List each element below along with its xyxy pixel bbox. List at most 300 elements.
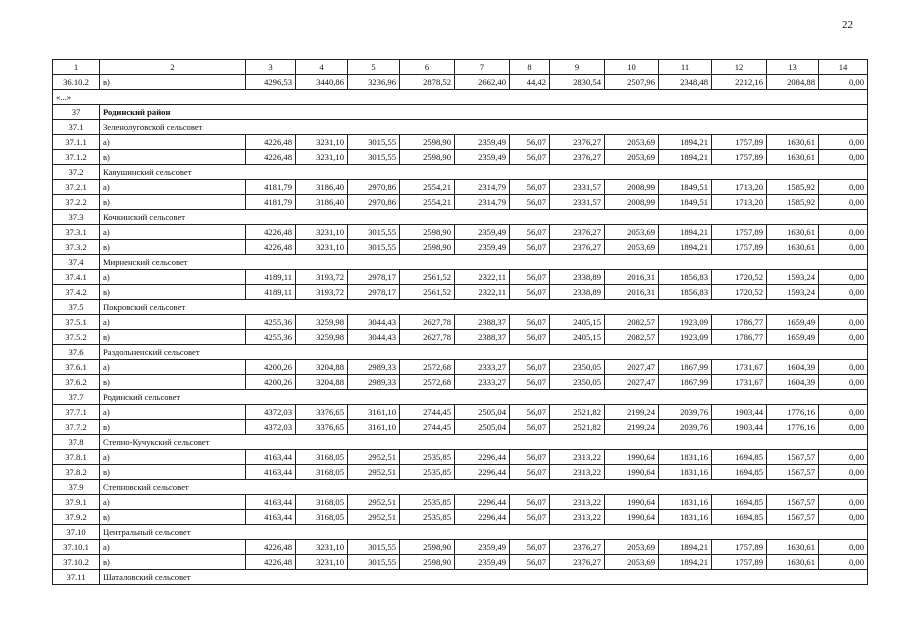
value-cell: 2376,27 <box>550 150 605 165</box>
value-cell: 1604,39 <box>767 360 819 375</box>
value-cell: 1757,89 <box>712 240 767 255</box>
value-cell: 2338,89 <box>550 285 605 300</box>
value-cell: 1694,85 <box>712 465 767 480</box>
section-row <box>53 165 868 180</box>
row-subitem: в) <box>100 240 246 255</box>
value-cell: 3231,10 <box>296 555 348 570</box>
row-subitem: а) <box>100 225 246 240</box>
value-cell: 1903,44 <box>712 405 767 420</box>
value-cell: 4163,44 <box>246 465 296 480</box>
row-index: 37.10.1 <box>53 540 100 555</box>
value-cell: 56,07 <box>510 510 550 525</box>
value-cell: 0,00 <box>819 420 868 435</box>
row-subitem: в) <box>100 555 246 570</box>
section-row <box>53 210 868 225</box>
value-cell: 2053,69 <box>605 135 659 150</box>
row-index: 37.8.2 <box>53 465 100 480</box>
council-title: Мирненский сельсовет <box>100 255 868 270</box>
omission-mark: «...» <box>53 90 868 105</box>
value-cell: 1990,64 <box>605 450 659 465</box>
section-index: 37.10 <box>53 525 100 540</box>
value-cell: 1856,83 <box>659 285 712 300</box>
row-subitem: в) <box>100 420 246 435</box>
value-cell: 0,00 <box>819 405 868 420</box>
header-cell: 8 <box>510 60 550 75</box>
table-row <box>53 420 868 435</box>
row-subitem: в) <box>100 75 246 90</box>
value-cell: 2359,49 <box>455 225 510 240</box>
value-cell: 2359,49 <box>455 540 510 555</box>
row-index: 37.3.2 <box>53 240 100 255</box>
omission-row <box>53 90 868 105</box>
value-cell: 2744,45 <box>400 420 455 435</box>
value-cell: 0,00 <box>819 195 868 210</box>
value-cell: 4163,44 <box>246 495 296 510</box>
council-title: Покровский сельсовет <box>100 300 868 315</box>
value-cell: 0,00 <box>819 225 868 240</box>
value-cell: 0,00 <box>819 315 868 330</box>
value-cell: 2405,15 <box>550 315 605 330</box>
section-index: 37.7 <box>53 390 100 405</box>
section-index: 37.9 <box>53 480 100 495</box>
value-cell: 56,07 <box>510 150 550 165</box>
section-index: 37.8 <box>53 435 100 450</box>
value-cell: 56,07 <box>510 465 550 480</box>
value-cell: 3259,98 <box>296 330 348 345</box>
value-cell: 2322,11 <box>455 285 510 300</box>
section-row <box>53 105 868 120</box>
value-cell: 1903,44 <box>712 420 767 435</box>
value-cell: 1856,83 <box>659 270 712 285</box>
row-index: 37.7.1 <box>53 405 100 420</box>
section-row <box>53 255 868 270</box>
value-cell: 56,07 <box>510 135 550 150</box>
value-cell: 2952,51 <box>348 465 400 480</box>
value-cell: 2296,44 <box>455 510 510 525</box>
value-cell: 1894,21 <box>659 555 712 570</box>
value-cell: 4189,11 <box>246 285 296 300</box>
value-cell: 2989,33 <box>348 375 400 390</box>
row-subitem: в) <box>100 375 246 390</box>
value-cell: 4200,26 <box>246 360 296 375</box>
value-cell: 3231,10 <box>296 540 348 555</box>
row-index: 37.10.2 <box>53 555 100 570</box>
value-cell: 2016,31 <box>605 270 659 285</box>
value-cell: 0,00 <box>819 135 868 150</box>
table-row <box>53 285 868 300</box>
value-cell: 2535,85 <box>400 510 455 525</box>
value-cell: 2338,89 <box>550 270 605 285</box>
row-index: 37.5.1 <box>53 315 100 330</box>
value-cell: 1849,51 <box>659 180 712 195</box>
row-index: 37.1.1 <box>53 135 100 150</box>
value-cell: 2314,79 <box>455 180 510 195</box>
row-index: 37.1.2 <box>53 150 100 165</box>
header-cell: 4 <box>296 60 348 75</box>
value-cell: 2598,90 <box>400 555 455 570</box>
value-cell: 2561,52 <box>400 285 455 300</box>
row-index: 37.6.1 <box>53 360 100 375</box>
value-cell: 1831,16 <box>659 465 712 480</box>
value-cell: 1894,21 <box>659 540 712 555</box>
value-cell: 3015,55 <box>348 225 400 240</box>
value-cell: 2744,45 <box>400 405 455 420</box>
value-cell: 56,07 <box>510 285 550 300</box>
value-cell: 0,00 <box>819 180 868 195</box>
value-cell: 2314,79 <box>455 195 510 210</box>
council-title: Каяушинский сельсовет <box>100 165 868 180</box>
value-cell: 3168,05 <box>296 465 348 480</box>
row-index: 37.2.1 <box>53 180 100 195</box>
value-cell: 2598,90 <box>400 135 455 150</box>
value-cell: 2572,68 <box>400 360 455 375</box>
value-cell: 0,00 <box>819 555 868 570</box>
value-cell: 1593,24 <box>767 285 819 300</box>
value-cell: 2053,69 <box>605 225 659 240</box>
value-cell: 1567,57 <box>767 495 819 510</box>
value-cell: 3376,65 <box>296 420 348 435</box>
value-cell: 2521,82 <box>550 405 605 420</box>
value-cell: 2507,96 <box>605 75 659 90</box>
row-index: 36.10.2 <box>53 75 100 90</box>
value-cell: 1630,61 <box>767 225 819 240</box>
value-cell: 1630,61 <box>767 135 819 150</box>
section-row <box>53 300 868 315</box>
header-cell: 12 <box>712 60 767 75</box>
value-cell: 2082,57 <box>605 315 659 330</box>
row-subitem: а) <box>100 270 246 285</box>
value-cell: 3204,88 <box>296 360 348 375</box>
section-index: 37.11 <box>53 570 100 585</box>
row-subitem: а) <box>100 315 246 330</box>
value-cell: 1630,61 <box>767 555 819 570</box>
value-cell: 2039,76 <box>659 420 712 435</box>
value-cell: 56,07 <box>510 495 550 510</box>
row-subitem: а) <box>100 540 246 555</box>
value-cell: 0,00 <box>819 330 868 345</box>
table-row <box>53 240 868 255</box>
value-cell: 3231,10 <box>296 225 348 240</box>
value-cell: 2359,49 <box>455 240 510 255</box>
value-cell: 3015,55 <box>348 540 400 555</box>
table-row <box>53 360 868 375</box>
value-cell: 3168,05 <box>296 450 348 465</box>
value-cell: 2331,57 <box>550 180 605 195</box>
row-index: 37.3.1 <box>53 225 100 240</box>
value-cell: 1585,92 <box>767 180 819 195</box>
value-cell: 0,00 <box>819 75 868 90</box>
value-cell: 2348,48 <box>659 75 712 90</box>
value-cell: 2970,86 <box>348 195 400 210</box>
row-index: 37.2.2 <box>53 195 100 210</box>
row-subitem: в) <box>100 195 246 210</box>
value-cell: 1786,77 <box>712 315 767 330</box>
value-cell: 3044,43 <box>348 330 400 345</box>
value-cell: 1894,21 <box>659 135 712 150</box>
value-cell: 2296,44 <box>455 465 510 480</box>
value-cell: 2662,40 <box>455 75 510 90</box>
value-cell: 56,07 <box>510 450 550 465</box>
value-cell: 2313,22 <box>550 510 605 525</box>
value-cell: 2598,90 <box>400 150 455 165</box>
table-row <box>53 495 868 510</box>
row-index: 37.6.2 <box>53 375 100 390</box>
value-cell: 4255,36 <box>246 315 296 330</box>
value-cell: 2359,49 <box>455 150 510 165</box>
value-cell: 56,07 <box>510 405 550 420</box>
value-cell: 1894,21 <box>659 150 712 165</box>
value-cell: 2053,69 <box>605 555 659 570</box>
value-cell: 2039,76 <box>659 405 712 420</box>
value-cell: 3259,98 <box>296 315 348 330</box>
value-cell: 2554,21 <box>400 180 455 195</box>
value-cell: 2535,85 <box>400 465 455 480</box>
value-cell: 1990,64 <box>605 465 659 480</box>
row-subitem: а) <box>100 360 246 375</box>
section-row <box>53 390 868 405</box>
value-cell: 2598,90 <box>400 540 455 555</box>
section-index: 37.3 <box>53 210 100 225</box>
value-cell: 3236,96 <box>348 75 400 90</box>
value-cell: 4255,36 <box>246 330 296 345</box>
value-cell: 2505,04 <box>455 420 510 435</box>
value-cell: 1585,92 <box>767 195 819 210</box>
value-cell: 1694,85 <box>712 495 767 510</box>
value-cell: 1720,52 <box>712 270 767 285</box>
value-cell: 3186,40 <box>296 195 348 210</box>
row-subitem: а) <box>100 495 246 510</box>
value-cell: 2376,27 <box>550 135 605 150</box>
page-number: 22 <box>842 19 853 31</box>
value-cell: 2084,88 <box>767 75 819 90</box>
value-cell: 2331,57 <box>550 195 605 210</box>
value-cell: 1867,99 <box>659 375 712 390</box>
value-cell: 1713,20 <box>712 195 767 210</box>
value-cell: 1593,24 <box>767 270 819 285</box>
value-cell: 4181,79 <box>246 195 296 210</box>
value-cell: 3161,10 <box>348 420 400 435</box>
table-row <box>53 450 868 465</box>
tariff-table <box>52 59 868 585</box>
value-cell: 2376,27 <box>550 540 605 555</box>
value-cell: 1757,89 <box>712 135 767 150</box>
value-cell: 56,07 <box>510 420 550 435</box>
value-cell: 2199,24 <box>605 405 659 420</box>
value-cell: 56,07 <box>510 225 550 240</box>
value-cell: 2313,22 <box>550 450 605 465</box>
header-cell: 14 <box>819 60 868 75</box>
header-cell: 10 <box>605 60 659 75</box>
value-cell: 1694,85 <box>712 510 767 525</box>
value-cell: 1694,85 <box>712 450 767 465</box>
value-cell: 1831,16 <box>659 495 712 510</box>
value-cell: 2388,37 <box>455 330 510 345</box>
section-row <box>53 120 868 135</box>
row-index: 37.7.2 <box>53 420 100 435</box>
value-cell: 1776,16 <box>767 405 819 420</box>
value-cell: 1630,61 <box>767 150 819 165</box>
value-cell: 1713,20 <box>712 180 767 195</box>
value-cell: 2027,47 <box>605 375 659 390</box>
council-title: Кочкинский сельсовет <box>100 210 868 225</box>
section-index: 37.6 <box>53 345 100 360</box>
value-cell: 3231,10 <box>296 135 348 150</box>
value-cell: 0,00 <box>819 465 868 480</box>
value-cell: 2521,82 <box>550 420 605 435</box>
section-index: 37.2 <box>53 165 100 180</box>
header-cell: 5 <box>348 60 400 75</box>
council-title: Родинский сельсовет <box>100 390 868 405</box>
table-row <box>53 315 868 330</box>
header-cell: 1 <box>53 60 100 75</box>
value-cell: 2598,90 <box>400 225 455 240</box>
value-cell: 4372,03 <box>246 420 296 435</box>
value-cell: 2376,27 <box>550 240 605 255</box>
row-subitem: в) <box>100 150 246 165</box>
value-cell: 1731,67 <box>712 375 767 390</box>
value-cell: 3015,55 <box>348 135 400 150</box>
header-cell: 7 <box>455 60 510 75</box>
row-subitem: в) <box>100 510 246 525</box>
table-row <box>53 180 868 195</box>
table-row <box>53 555 868 570</box>
section-row <box>53 435 868 450</box>
row-index: 37.4.2 <box>53 285 100 300</box>
value-cell: 1731,67 <box>712 360 767 375</box>
value-cell: 1923,09 <box>659 330 712 345</box>
value-cell: 1757,89 <box>712 540 767 555</box>
value-cell: 4163,44 <box>246 510 296 525</box>
value-cell: 56,07 <box>510 180 550 195</box>
value-cell: 0,00 <box>819 540 868 555</box>
table-row <box>53 540 868 555</box>
table-body <box>53 75 868 585</box>
value-cell: 2212,16 <box>712 75 767 90</box>
value-cell: 2008,99 <box>605 195 659 210</box>
table-row <box>53 225 868 240</box>
row-subitem: а) <box>100 180 246 195</box>
value-cell: 3168,05 <box>296 510 348 525</box>
row-subitem: а) <box>100 135 246 150</box>
value-cell: 4372,03 <box>246 405 296 420</box>
value-cell: 1567,57 <box>767 465 819 480</box>
value-cell: 2535,85 <box>400 450 455 465</box>
value-cell: 4226,48 <box>246 135 296 150</box>
value-cell: 2505,04 <box>455 405 510 420</box>
value-cell: 1757,89 <box>712 150 767 165</box>
value-cell: 2359,49 <box>455 135 510 150</box>
value-cell: 2333,27 <box>455 360 510 375</box>
value-cell: 3440,86 <box>296 75 348 90</box>
value-cell: 1567,57 <box>767 450 819 465</box>
value-cell: 1894,21 <box>659 240 712 255</box>
council-title: Центральный сельсовет <box>100 525 868 540</box>
value-cell: 4296,53 <box>246 75 296 90</box>
section-index: 37 <box>53 105 100 120</box>
value-cell: 0,00 <box>819 270 868 285</box>
header-cell: 3 <box>246 60 296 75</box>
row-index: 37.4.1 <box>53 270 100 285</box>
value-cell: 4189,11 <box>246 270 296 285</box>
value-cell: 56,07 <box>510 315 550 330</box>
header-cell: 2 <box>100 60 246 75</box>
section-row <box>53 570 868 585</box>
value-cell: 3231,10 <box>296 240 348 255</box>
council-title: Зеленолуговской сельсовет <box>100 120 868 135</box>
value-cell: 1867,99 <box>659 360 712 375</box>
value-cell: 2350,05 <box>550 375 605 390</box>
value-cell: 1831,16 <box>659 450 712 465</box>
value-cell: 2554,21 <box>400 195 455 210</box>
value-cell: 1567,57 <box>767 510 819 525</box>
value-cell: 2388,37 <box>455 315 510 330</box>
council-title: Степновский сельсовет <box>100 480 868 495</box>
section-row <box>53 345 868 360</box>
row-index: 37.8.1 <box>53 450 100 465</box>
value-cell: 2053,69 <box>605 540 659 555</box>
table-row <box>53 75 868 90</box>
value-cell: 2978,17 <box>348 270 400 285</box>
value-cell: 2572,68 <box>400 375 455 390</box>
value-cell: 3204,88 <box>296 375 348 390</box>
value-cell: 4163,44 <box>246 450 296 465</box>
value-cell: 2830,54 <box>550 75 605 90</box>
value-cell: 2989,33 <box>348 360 400 375</box>
value-cell: 2970,86 <box>348 180 400 195</box>
value-cell: 2053,69 <box>605 240 659 255</box>
header-cell: 13 <box>767 60 819 75</box>
value-cell: 4226,48 <box>246 555 296 570</box>
table-row <box>53 270 868 285</box>
value-cell: 1923,09 <box>659 315 712 330</box>
value-cell: 2199,24 <box>605 420 659 435</box>
value-cell: 1894,21 <box>659 225 712 240</box>
value-cell: 3161,10 <box>348 405 400 420</box>
value-cell: 2952,51 <box>348 510 400 525</box>
table-row <box>53 510 868 525</box>
value-cell: 2878,52 <box>400 75 455 90</box>
value-cell: 1849,51 <box>659 195 712 210</box>
value-cell: 2978,17 <box>348 285 400 300</box>
value-cell: 2376,27 <box>550 225 605 240</box>
value-cell: 3044,43 <box>348 315 400 330</box>
value-cell: 3015,55 <box>348 555 400 570</box>
value-cell: 3376,65 <box>296 405 348 420</box>
value-cell: 1720,52 <box>712 285 767 300</box>
value-cell: 4181,79 <box>246 180 296 195</box>
value-cell: 2053,69 <box>605 150 659 165</box>
value-cell: 0,00 <box>819 510 868 525</box>
value-cell: 0,00 <box>819 375 868 390</box>
council-title: Степно-Кучукский сельсовет <box>100 435 868 450</box>
table-row <box>53 375 868 390</box>
section-row <box>53 480 868 495</box>
value-cell: 1630,61 <box>767 540 819 555</box>
header-cell: 9 <box>550 60 605 75</box>
value-cell: 2952,51 <box>348 495 400 510</box>
value-cell: 2598,90 <box>400 240 455 255</box>
value-cell: 4226,48 <box>246 150 296 165</box>
value-cell: 0,00 <box>819 150 868 165</box>
section-index: 37.1 <box>53 120 100 135</box>
row-index: 37.5.2 <box>53 330 100 345</box>
header-cell: 11 <box>659 60 712 75</box>
value-cell: 56,07 <box>510 360 550 375</box>
value-cell: 1990,64 <box>605 495 659 510</box>
row-index: 37.9.2 <box>53 510 100 525</box>
table-row <box>53 465 868 480</box>
value-cell: 3193,72 <box>296 285 348 300</box>
